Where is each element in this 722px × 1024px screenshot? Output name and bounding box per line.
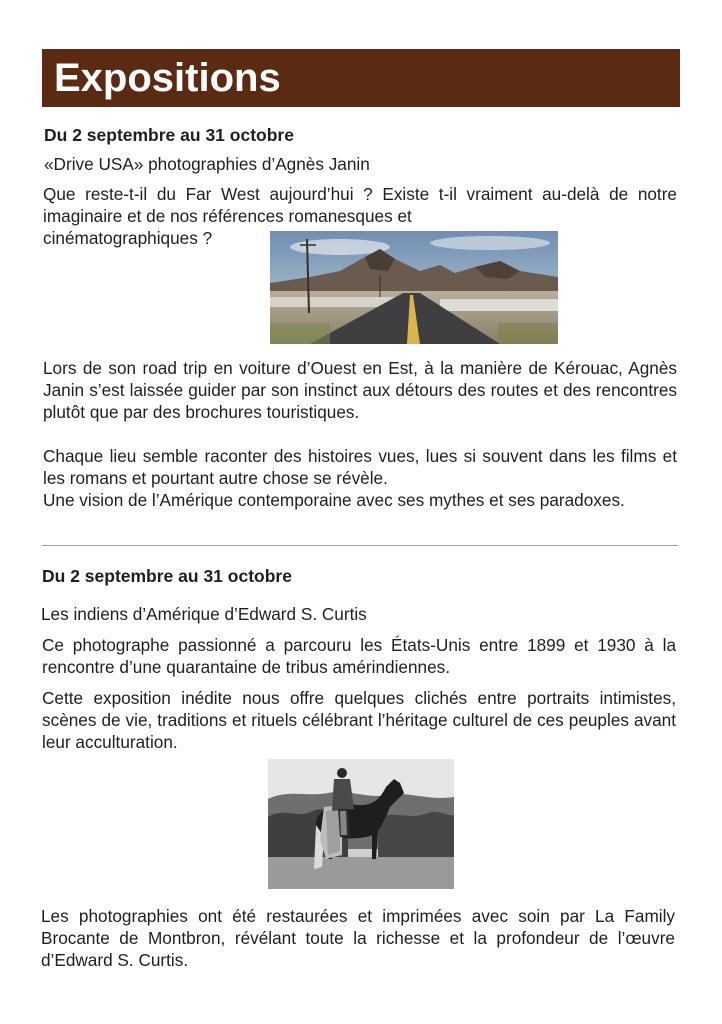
- page-title: Expositions: [54, 56, 281, 100]
- exhibition-1-title: «Drive USA» photographies d’Agnès Janin: [44, 154, 370, 174]
- exhibition-1-dates: Du 2 septembre au 31 octobre: [44, 125, 294, 145]
- exhibition-2-body-2: Cette exposition inédite nous offre quelques clichés entre portraits intimistes, scènes de vie, traditions et rituels célébrant l’héritage culturel de ces peuples avant leur acculturation.: [42, 688, 676, 752]
- desert-road-photo: [270, 231, 558, 344]
- desert-road-icon: [270, 231, 558, 344]
- exhibition-2-body-1: Ce photographe passionné a parcouru les États-Unis entre 1899 et 1930 à la rencontre d’une quarantaine de tribus amérindiennes.: [42, 635, 676, 677]
- exhibition-2-title: Les indiens d’Amérique d’Edward S. Curtis: [41, 604, 367, 624]
- exhibition-1-body-1: Lors de son road trip en voiture d’Ouest en Est, à la manière de Kérouac, Agnès Janin s’est laissée guider par son instinct aux détours des routes et des rencontres plutôt que par des brochures touristiques.: [43, 358, 677, 422]
- section-divider: [42, 545, 678, 546]
- exhibition-1-intro-end: cinématographiques ?: [43, 228, 213, 248]
- title-banner: [42, 49, 680, 107]
- exhibition-2-body-3: Les photographies ont été restaurées et imprimées avec soin par La Family Brocante de Montbron, révélant toute la richesse et la profondeur de l’œuvre d’Edward S. Curtis.: [41, 906, 675, 970]
- exhibition-1-intro: Que reste-t-il du Far West aujourd’hui ? Existe t-il vraiment au-delà de notre imaginaire et de nos références romanesques et: [43, 184, 677, 226]
- exhibition-2-dates: Du 2 septembre au 31 octobre: [42, 566, 292, 586]
- exhibition-1-body-2: Chaque lieu semble raconter des histoires vues, lues si souvent dans les films et les romans et pourtant autre chose se révèle.: [43, 446, 677, 488]
- exhibition-1-body-3: Une vision de l’Amérique contemporaine avec ses mythes et ses paradoxes.: [43, 490, 625, 510]
- horse-rider-icon: [268, 759, 454, 889]
- horse-rider-photo: [268, 759, 454, 889]
